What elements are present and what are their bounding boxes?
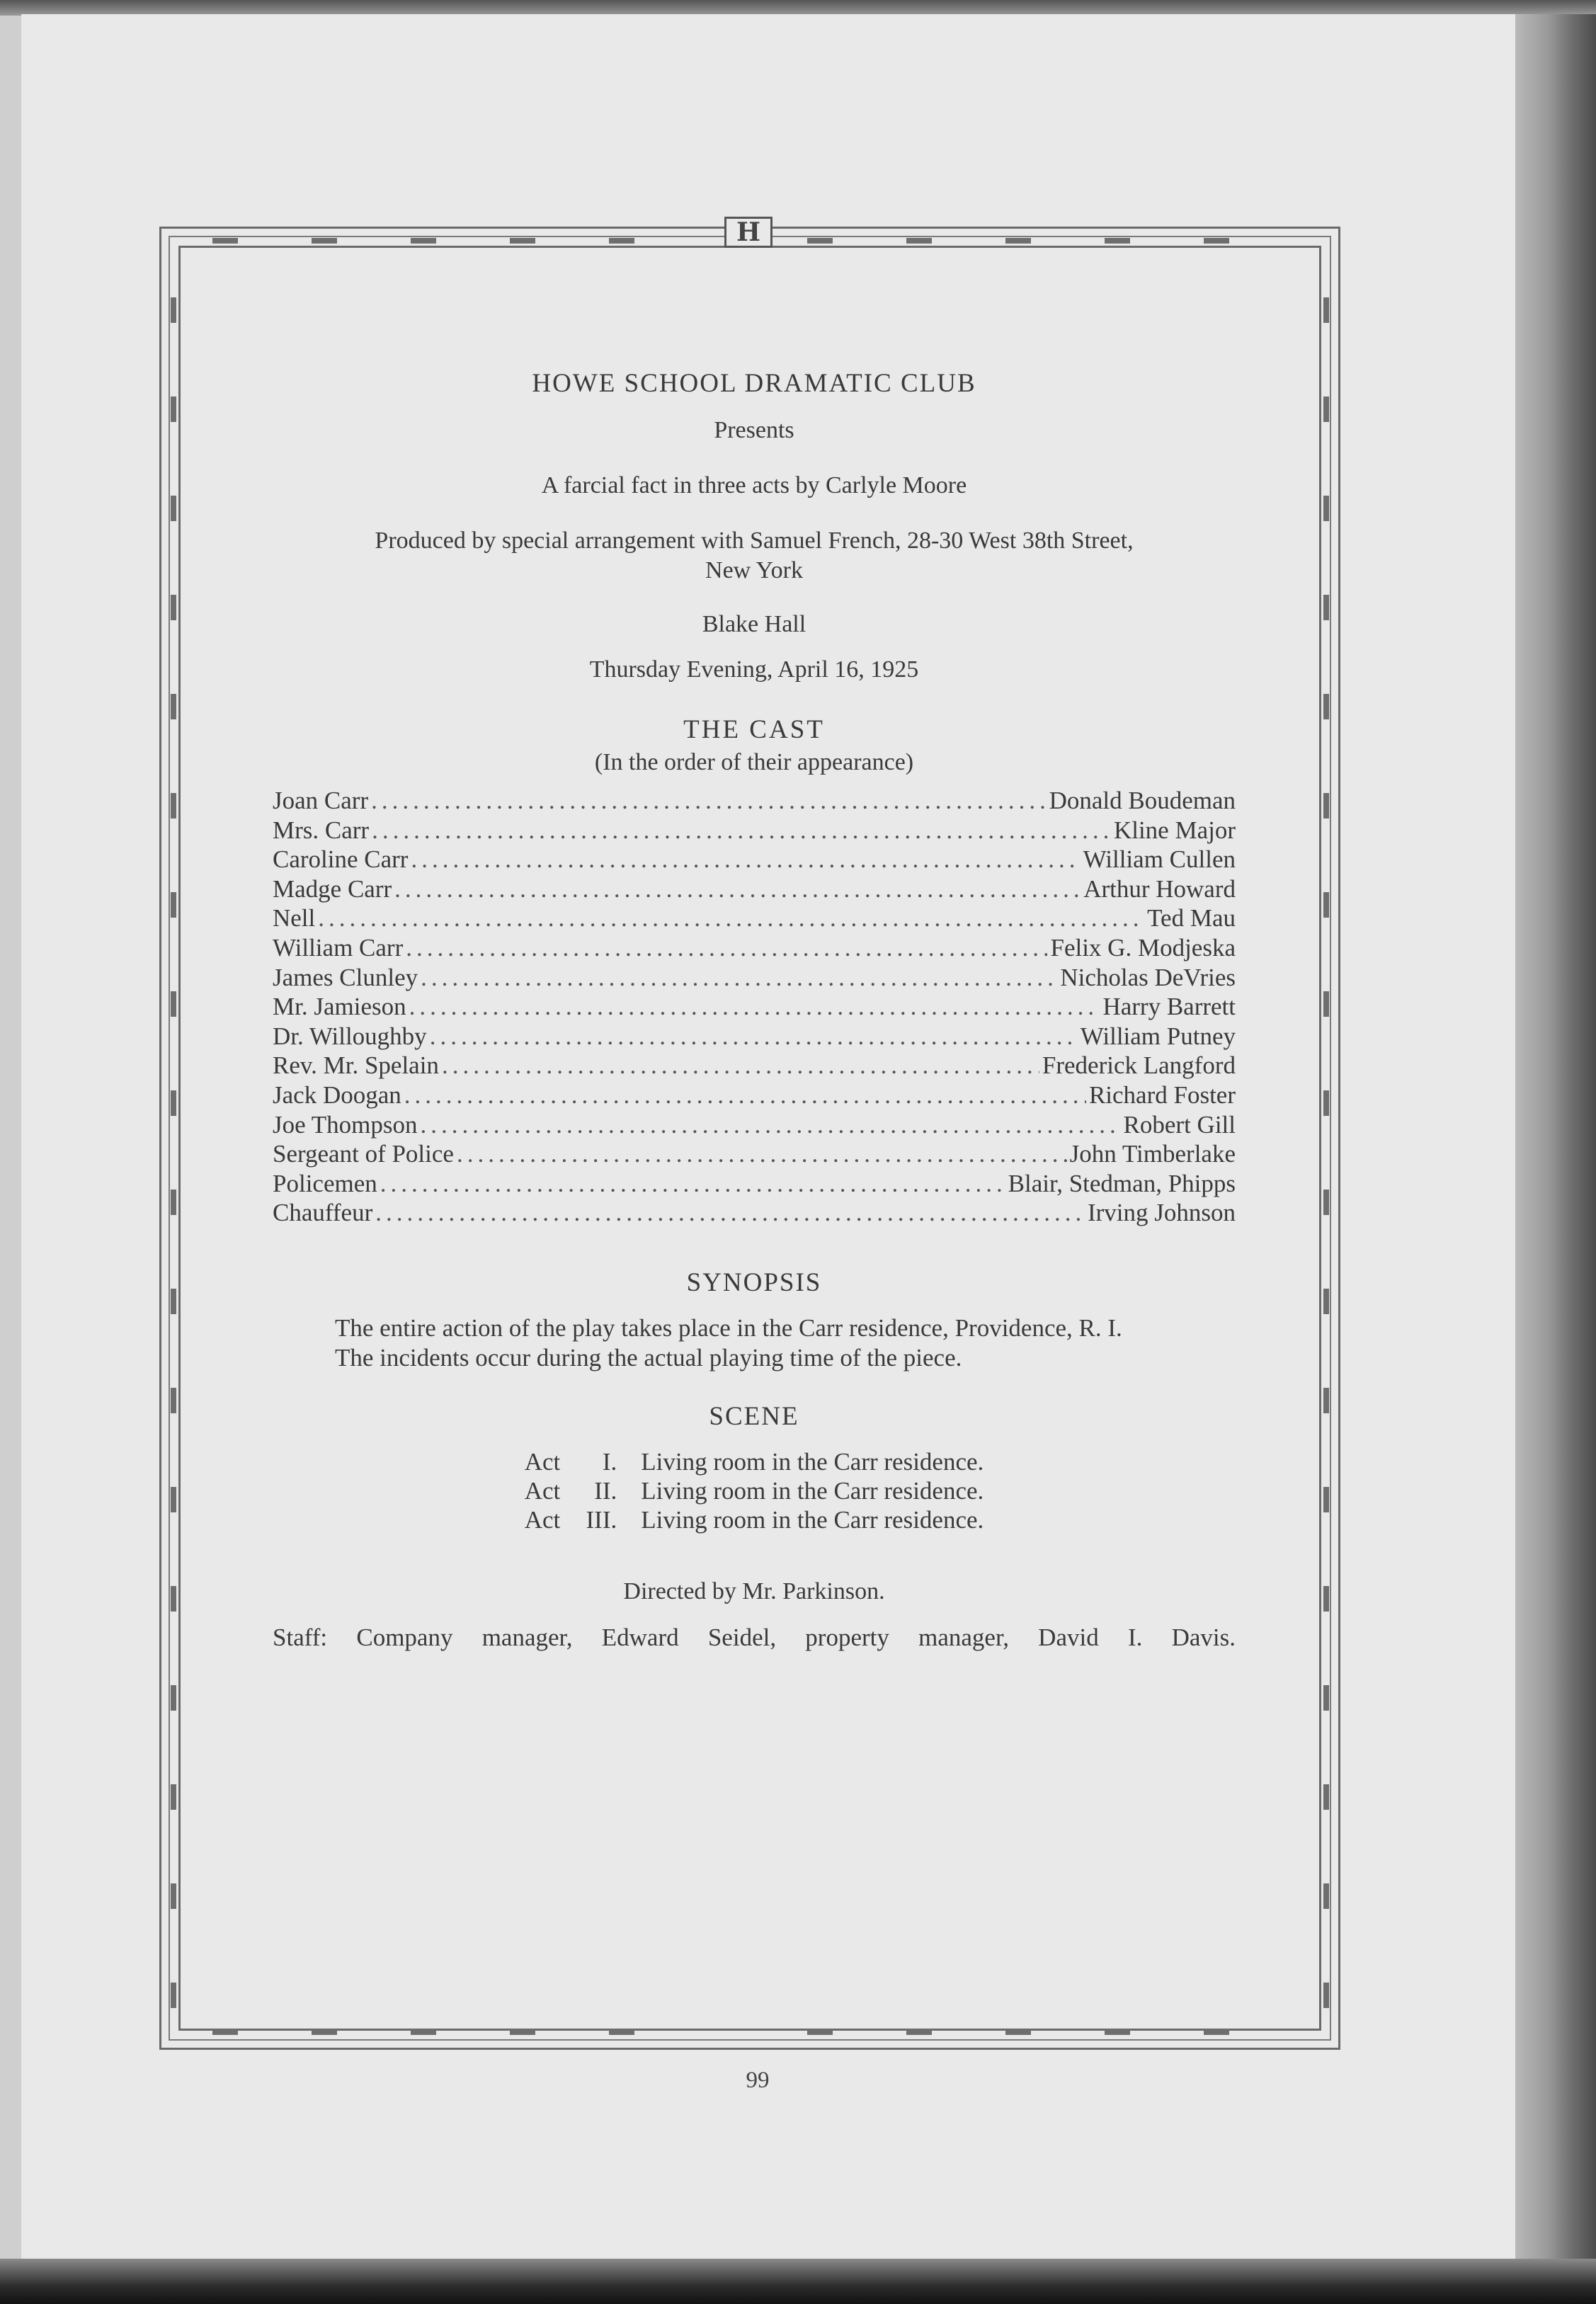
cast-row — [273, 816, 1236, 845]
cast-row — [273, 963, 1236, 993]
border-ornament-mark — [1323, 1090, 1329, 1116]
border-ornament-mark — [171, 793, 176, 819]
scene-act-number: II. — [594, 1476, 617, 1505]
cast-actor: Nicholas DeVries — [1060, 963, 1236, 991]
dot-leader — [375, 1198, 1085, 1228]
border-ornament-mark — [510, 2029, 535, 2035]
scene-row — [525, 1476, 984, 1505]
club-title: HOWE SCHOOL DRAMATIC CLUB — [532, 369, 976, 398]
border-ornament-mark — [171, 892, 176, 918]
dot-leader — [457, 1139, 1067, 1169]
cast-row — [273, 1022, 1236, 1051]
border-ornament-mark — [609, 2029, 634, 2035]
cast-actor: Richard Foster — [1088, 1080, 1236, 1109]
dot-leader — [409, 992, 1100, 1022]
cast-heading: THE CAST — [683, 715, 825, 744]
cast-actor: Robert Gill — [1123, 1110, 1236, 1139]
venue: Blake Hall — [702, 611, 806, 637]
dot-leader — [394, 874, 1081, 904]
scene-row — [525, 1447, 984, 1476]
dot-leader — [442, 1051, 1039, 1080]
book-bottom-edge — [0, 2259, 1596, 2304]
cast-actor: Irving Johnson — [1087, 1199, 1236, 1227]
scene-act-label: Act — [524, 1505, 561, 1534]
cast-row — [273, 933, 1236, 963]
cast-row — [273, 874, 1236, 904]
cast-role: Joan Carr — [273, 787, 369, 814]
cast-role: Chauffeur — [273, 1199, 373, 1227]
border-ornament-mark — [1323, 694, 1329, 719]
synopsis-paragraph-1: The entire action of the play takes place in the Carr residence, Providence, R. I. — [335, 1313, 1122, 1342]
border-ornament-mark — [411, 2029, 436, 2035]
cast-row — [273, 786, 1236, 816]
border-ornament-mark — [906, 2029, 932, 2035]
border-ornament-mark — [171, 397, 176, 422]
border-ornament-mark — [171, 991, 176, 1017]
cast-actor: Donald Boudeman — [1049, 787, 1236, 814]
cast-role: Policemen — [273, 1169, 377, 1197]
border-ornament-mark — [171, 1883, 176, 1909]
production-line-2: New York — [705, 557, 803, 583]
dot-leader — [406, 933, 1047, 963]
border-ornament-mark — [1105, 238, 1130, 244]
dot-leader — [421, 1110, 1121, 1140]
dot-leader — [411, 845, 1080, 874]
border-ornament-mark — [171, 1289, 176, 1314]
border-ornament-mark — [1323, 1784, 1329, 1810]
border-ornament-mark — [171, 1784, 176, 1810]
cast-role: Caroline Carr — [273, 845, 409, 874]
border-ornament-mark — [906, 238, 932, 244]
scene-list — [525, 1447, 984, 1534]
production-credit — [273, 526, 1236, 586]
border-ornament-mark — [510, 238, 535, 244]
border-ornament-mark — [1005, 238, 1031, 244]
border-ornament-mark — [312, 238, 337, 244]
border-ornament-mark — [171, 595, 176, 620]
cast-list — [273, 786, 1236, 1228]
cast-actor: Kline Major — [1113, 816, 1236, 844]
border-ornament-mark — [171, 1190, 176, 1215]
border-ornament-mark — [171, 1090, 176, 1116]
cast-row — [273, 1198, 1236, 1228]
border-ornament-mark — [1323, 892, 1329, 918]
synopsis-paragraph-2: The incidents occur during the actual playing time of the piece. — [335, 1343, 962, 1371]
scene-setting: Living room in the Carr residence. — [641, 1447, 984, 1476]
cast-actor: John Timberlake — [1069, 1140, 1236, 1168]
dot-leader — [404, 1080, 1086, 1110]
scene-setting: Living room in the Carr residence. — [641, 1505, 984, 1534]
cast-actor: William Putney — [1080, 1022, 1236, 1050]
cast-role: James Clunley — [273, 963, 418, 991]
dot-leader — [421, 963, 1057, 993]
scene-setting: Living room in the Carr residence. — [641, 1476, 984, 1505]
cast-subheading: (In the order of their appearance) — [594, 749, 914, 775]
cast-row — [273, 845, 1236, 874]
border-ornament-mark — [171, 1487, 176, 1512]
cast-role: Joe Thompson — [273, 1110, 418, 1139]
border-ornament-mark — [212, 238, 238, 244]
cast-actor: Felix G. Modjeska — [1050, 933, 1236, 962]
cast-role: Rev. Mr. Spelain — [273, 1051, 439, 1080]
cast-row — [273, 1169, 1236, 1199]
play-description: A farcial fact in three acts by Carlyle Moore — [541, 472, 967, 498]
border-ornament-mark — [1323, 595, 1329, 620]
border-ornament-mark — [1323, 1883, 1329, 1909]
cast-role: William Carr — [273, 933, 404, 962]
border-ornament-mark — [1105, 2029, 1130, 2035]
cast-actor: Frederick Langford — [1042, 1051, 1236, 1080]
border-ornament-mark — [1323, 1190, 1329, 1215]
border-ornament-mark — [1323, 1289, 1329, 1314]
scene-act-label: Act — [524, 1447, 561, 1476]
cast-actor: Ted Mau — [1147, 904, 1236, 933]
cast-role: Sergeant of Police — [273, 1140, 454, 1168]
book-top-edge — [0, 0, 1596, 16]
cast-row — [273, 903, 1236, 933]
dot-leader — [372, 816, 1111, 845]
cast-row — [273, 992, 1236, 1022]
cast-role: Mrs. Carr — [273, 816, 370, 844]
scene-act-number: I. — [602, 1447, 617, 1476]
border-ornament-mark — [1323, 1983, 1329, 2008]
cast-row — [273, 1139, 1236, 1169]
border-ornament-mark — [1323, 397, 1329, 422]
border-ornament-mark — [171, 1983, 176, 2008]
border-ornament-mark — [1005, 2029, 1031, 2035]
dot-leader — [430, 1022, 1078, 1051]
border-ornament-mark — [1204, 238, 1229, 244]
border-ornament-mark — [1323, 297, 1329, 323]
border-ornament-mark — [171, 1388, 176, 1413]
border-ornament-mark — [411, 238, 436, 244]
border-ornament-mark — [171, 1586, 176, 1612]
director-credit: Directed by Mr. Parkinson. — [623, 1578, 885, 1604]
cast-actor: Arthur Howard — [1083, 874, 1236, 903]
cast-role: Dr. Willoughby — [273, 1022, 427, 1050]
border-ornament-mark — [171, 496, 176, 521]
synopsis-heading: SYNOPSIS — [686, 1267, 822, 1297]
border-ornament-mark — [171, 1685, 176, 1711]
border-ornament-mark — [212, 2029, 238, 2035]
border-ornament-mark — [171, 694, 176, 719]
dot-leader — [380, 1169, 1005, 1199]
performance-date: Thursday Evening, April 16, 1925 — [589, 656, 919, 683]
book-spine-edge — [1515, 14, 1596, 2304]
cast-role: Mr. Jamieson — [273, 993, 406, 1021]
scene-row — [525, 1505, 984, 1534]
border-ornament-mark — [609, 238, 634, 244]
border-ornament-mark — [1323, 1487, 1329, 1512]
program-content — [273, 368, 1236, 1652]
cast-row — [273, 1080, 1236, 1110]
border-ornament-mark — [1323, 496, 1329, 521]
dot-leader — [371, 786, 1046, 816]
scene-act-label: Act — [524, 1476, 561, 1505]
cast-row — [273, 1051, 1236, 1080]
cast-role: Madge Carr — [273, 874, 392, 903]
scene-heading: SCENE — [709, 1401, 799, 1431]
cast-actor: Harry Barrett — [1102, 993, 1236, 1021]
cast-role: Jack Doogan — [273, 1080, 401, 1109]
border-ornament-mark — [1323, 1586, 1329, 1612]
cast-actor: Blair, Stedman, Phipps — [1008, 1169, 1236, 1197]
cast-actor: William Cullen — [1083, 845, 1236, 874]
border-ornament-mark — [1323, 793, 1329, 819]
border-ornament-mark — [807, 2029, 833, 2035]
presents-line: Presents — [714, 417, 794, 443]
border-ornament-mark — [807, 238, 833, 244]
cast-row — [273, 1110, 1236, 1140]
monogram-emblem: H — [724, 217, 773, 248]
scene-act-number: III. — [586, 1505, 617, 1534]
border-ornament-mark — [1323, 991, 1329, 1017]
border-ornament-mark — [1323, 1388, 1329, 1413]
border-ornament-mark — [312, 2029, 337, 2035]
page-number: 99 — [746, 2068, 770, 2093]
staff-credit: Staff: Company manager, Edward Seidel, property manager, David I. Davis. — [273, 1623, 1236, 1651]
border-ornament-mark — [1323, 1685, 1329, 1711]
dot-leader — [318, 903, 1144, 933]
cast-role: Nell — [273, 904, 316, 933]
border-ornament-mark — [171, 297, 176, 323]
production-line-1: Produced by special arrangement with Samuel French, 28-30 West 38th Street, — [375, 527, 1134, 554]
border-ornament-mark — [1204, 2029, 1229, 2035]
